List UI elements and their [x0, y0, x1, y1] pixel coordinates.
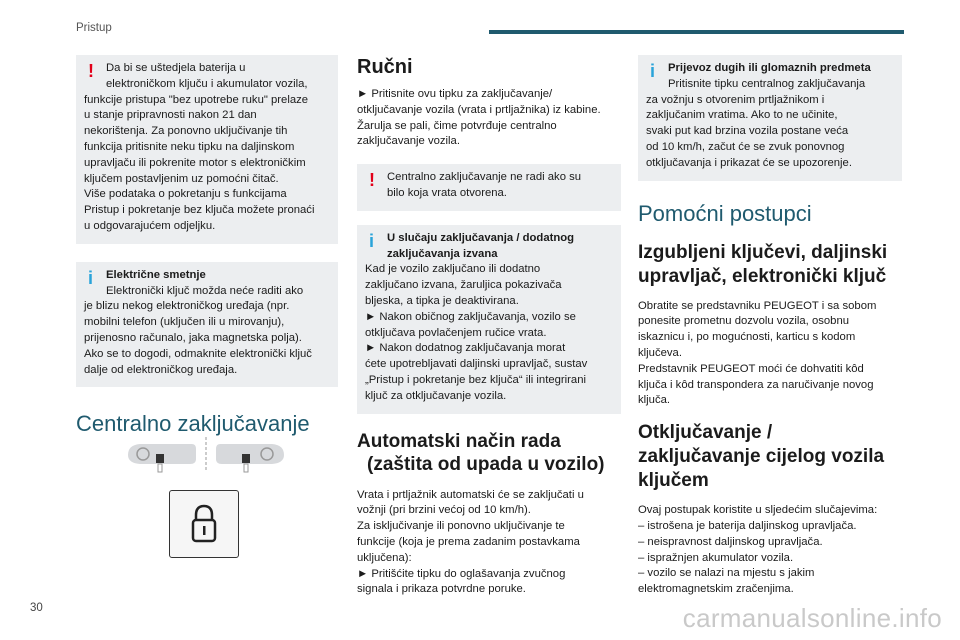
info-box-title: Prijevoz dugih ili glomaznih predmeta — [668, 62, 871, 74]
text-line: upravljaču ili pokrenite motor s elektroničkim — [84, 156, 306, 169]
text-line: nekorištenja. Za ponovno uključivanje tih — [84, 125, 288, 138]
text-line: Da bi se uštedjela baterija u — [106, 62, 246, 74]
text-line: Za isključivanje ili ponovno uključivanje te — [357, 520, 565, 533]
text-line: ► Pritisnite ovu tipku za zaključavanje/ — [357, 88, 553, 100]
text-line: iskaznicu i, po mogućnosti, karticu s kodom — [638, 331, 856, 344]
info-box-long-objects — [638, 55, 902, 181]
warning-box-doors-open — [357, 164, 621, 211]
text-line: za vožnju s otvorenim prtljažnikom i — [646, 93, 825, 106]
manual-body — [357, 87, 621, 150]
heading-automatic-mode — [357, 430, 621, 476]
central-lock-button — [169, 490, 239, 558]
text-line: u stanje pripravnosti nakon 21 dan — [84, 109, 257, 122]
text-line: – vozilo se nalazi na mjestu s jakim — [638, 567, 815, 580]
text-line: ključa i kôd transpondera za naručivanje novog — [638, 378, 874, 391]
text-line: – neispravnost daljinskog upravljača. — [638, 535, 823, 548]
text-line: ključ za otključavanje vozila. — [365, 389, 507, 402]
warning-icon: ! — [369, 170, 375, 191]
text-line: uključena): — [357, 551, 412, 564]
text-line: funkcije (koja je prema zadanim postavkama — [357, 535, 580, 548]
heading-unlock-with-key — [638, 421, 902, 493]
section-title-central-locking: Centralno zaključavanje — [76, 411, 310, 437]
text-line: svaki put kad brzina vozila postane veća — [646, 125, 849, 138]
text-line: Obratite se predstavniku PEUGEOT i sa sobom — [638, 299, 877, 312]
lost-keys-body — [638, 299, 902, 410]
text-line: otključava povlačenjem ručice vrata. — [365, 326, 547, 339]
info-box-title: zaključavanja izvana — [387, 247, 498, 260]
text-line: je blizu nekog elektroničkog uređaja (npr. — [84, 300, 290, 313]
text-line: ► Nakon dodatnog zaključavanja morat — [365, 342, 566, 355]
text-line: Predstavnik PEUGEOT moći će dohvatiti kôd — [638, 362, 864, 375]
text-line: prijenosno računalo, jaka magnetska polja). — [84, 331, 302, 344]
text-line: otključavanje vozila (vrata i prtljažnika) iz kabine. — [357, 103, 601, 116]
automatic-mode-body — [357, 488, 621, 599]
text-line: elektroničkom ključu i akumulator vozila, — [106, 77, 308, 90]
text-line: bljeska, a tipka je deaktivirana. — [365, 294, 519, 307]
text-line: elektromagnetskim zračenjima. — [638, 583, 794, 596]
text-line: Vrata i prtljažnik automatski će se zaključati u — [357, 488, 584, 501]
text-line: ► Pritišćite tipku do oglašavanja zvučnog — [357, 567, 566, 580]
heading-line: zaključavanje cijelog vozila — [638, 446, 885, 468]
text-line: dalje od elektroničkog uređaja. — [84, 363, 238, 376]
text-line: vožnji (pri brzini većoj od 10 km/h). — [357, 504, 531, 517]
text-line: Ovaj postupak koristite u sljedećim slučajevima: — [638, 504, 878, 517]
info-box-title: Električne smetnje — [106, 268, 206, 281]
text-line: zaključanim vratima. Ako to ne učinite, — [646, 109, 838, 122]
heading-line: Izgubljeni ključevi, daljinski — [638, 241, 888, 263]
info-box-interference — [76, 262, 338, 388]
heading-line: upravljač, elektronički ključ — [638, 265, 887, 287]
text-line: „Pristup i pokretanje bez ključa“ ili integrirani — [365, 373, 587, 386]
text-line: bilo koja vrata otvorena. — [387, 186, 507, 199]
header-accent-bar — [489, 30, 904, 34]
column-middle — [357, 55, 621, 598]
heading-lost-keys — [638, 241, 902, 289]
column-right — [638, 55, 902, 598]
padlock-icon — [170, 491, 238, 557]
heading-line: Otključavanje / — [638, 422, 773, 444]
info-icon: i — [650, 61, 656, 81]
text-line: Više podataka o pokretanju s funkcijama — [84, 188, 287, 201]
unlock-with-key-body — [638, 503, 902, 598]
text-line: Kad je vozilo zaključano ili dodatno — [365, 263, 541, 276]
info-box-title: U slučaju zaključavanja / dodatnog — [387, 231, 575, 244]
running-header: Pristup — [76, 22, 112, 34]
warning-box-battery — [76, 55, 338, 244]
column-left — [76, 55, 338, 437]
text-line: Žarulja se pali, čime potvrđuje centralno — [357, 119, 557, 132]
text-line: – istrošena je baterija daljinskog upravljača. — [638, 519, 857, 532]
text-line: Centralno zaključavanje ne radi ako su — [387, 171, 582, 184]
info-icon: i — [369, 230, 375, 251]
text-line: Ako se to dogodi, odmaknite elektronički ključ — [84, 347, 312, 360]
text-line: Elektronički ključ možda neće raditi ako — [106, 284, 304, 297]
text-line: ► Nakon običnog zaključavanja, vozilo se — [365, 310, 576, 323]
text-line: signala i prikaza potvrdne poruke. — [357, 583, 526, 596]
heading-line: ključem — [638, 470, 709, 492]
car-key-icon — [216, 444, 284, 472]
key-fob-illustration — [126, 437, 286, 477]
text-line: u odgovarajućem odjeljku. — [84, 219, 216, 232]
info-box-external-locking — [357, 225, 621, 414]
section-title-auxiliary-procedures: Pomoćni postupci — [638, 200, 812, 226]
heading-line: Automatski način rada — [357, 430, 561, 452]
text-line: Pristup i pokretanje bez ključa možete pronaći — [84, 204, 315, 217]
text-line: otključavanja i prikazat će se upozorenje. — [646, 156, 852, 169]
text-line: ključem postavljenim uz pomoćni čitač. — [84, 172, 279, 185]
text-line: mobilni telefon (uključen ili u mirovanju), — [84, 316, 285, 329]
info-icon: i — [88, 267, 94, 288]
watermark: carmanualsonline.info — [682, 603, 942, 633]
text-line: od 10 km/h, začut će se zvuk ponovnog — [646, 140, 845, 153]
text-line: funkcije pristupa "bez upotrebe ruku" prelaze — [84, 93, 309, 106]
text-line: Pritisnite tipku centralnog zaključavanja — [668, 77, 866, 90]
text-line: funkcija pritisnite neku tipku na daljinskom — [84, 140, 295, 153]
text-line: – ispražnjen akumulator vozila. — [638, 551, 794, 564]
text-line: zaključavanje vozila. — [357, 135, 460, 148]
text-line: ćete upotrebljavati daljinski upravljač, sustav — [365, 358, 588, 371]
warning-icon: ! — [88, 61, 94, 81]
text-line: ponesite prometnu dozvolu vozila, osobnu — [638, 315, 850, 328]
text-line: ključeva. — [638, 346, 682, 359]
text-line: ključa. — [638, 394, 671, 407]
text-line: zaključano izvana, žaruljica pokazivača — [365, 279, 562, 292]
page-number: 30 — [30, 602, 43, 614]
heading-manual: Ručni — [357, 56, 413, 78]
heading-line: (zaštita od upada u vozilo) — [367, 453, 605, 475]
car-key-icon — [128, 444, 196, 472]
